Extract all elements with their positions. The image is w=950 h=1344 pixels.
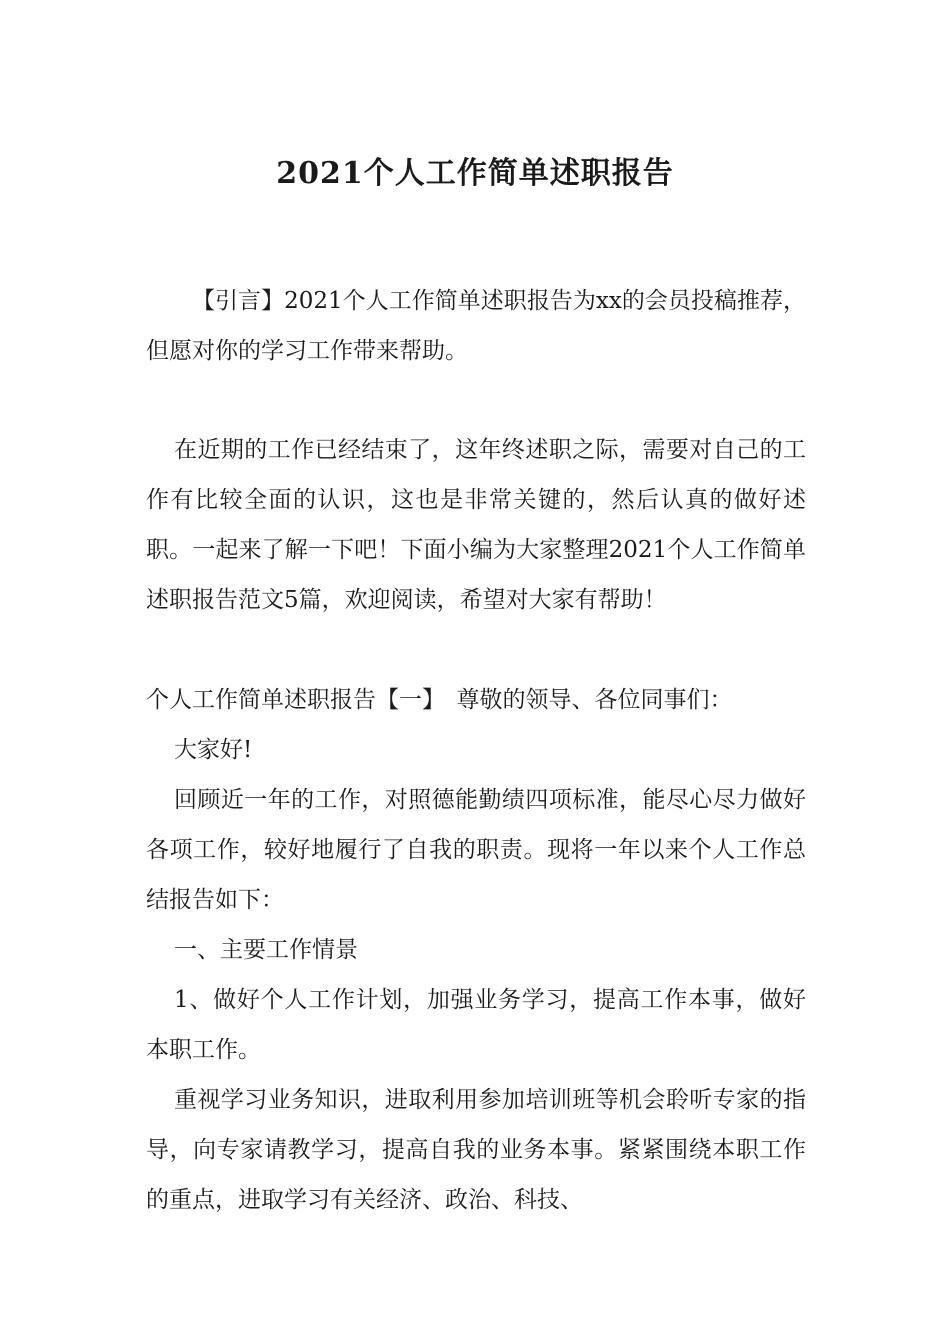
greeting-line: 大家好! [174,737,253,763]
study-paragraph: 重视学习业务知识，进取利用参加培训班等机会聆听专家的指导，向专家请教学习，提高自我的业务本事。紧紧围绕本职工作的重点，进取学习有关经济、政治、科技、 [146,1087,806,1213]
item-one-paragraph: 1、做好个人工作计划，加强业务学习，提高工作本事，做好本职工作。 [146,987,806,1063]
opening-paragraph: 在近期的工作已经结束了，这年终述职之际，需要对自己的工作有比较全面的认识，这也是非常关键的，然后认真的做好述职。一起来了解一下吧！下面小编为大家整理2021个人工作简单述职报告范文5篇，欢迎阅读，希望对大家有帮助！ [146,437,806,613]
document-title: 2021个人工作简单述职报告 [276,156,674,192]
section-heading: 个人工作简单述职报告【一】 尊敬的领导、各位同事们： [146,687,733,713]
part-one-heading: 一、主要工作情景 [174,937,358,963]
review-paragraph: 回顾近一年的工作，对照德能勤绩四项标准，能尽心尽力做好各项工作，较好地履行了自我的职责。现将一年以来个人工作总结报告如下： [146,787,806,913]
intro-paragraph: 【引言】2021个人工作简单述职报告为xx的会员投稿推荐，但愿对你的学习工作带来帮助。 [146,288,806,364]
